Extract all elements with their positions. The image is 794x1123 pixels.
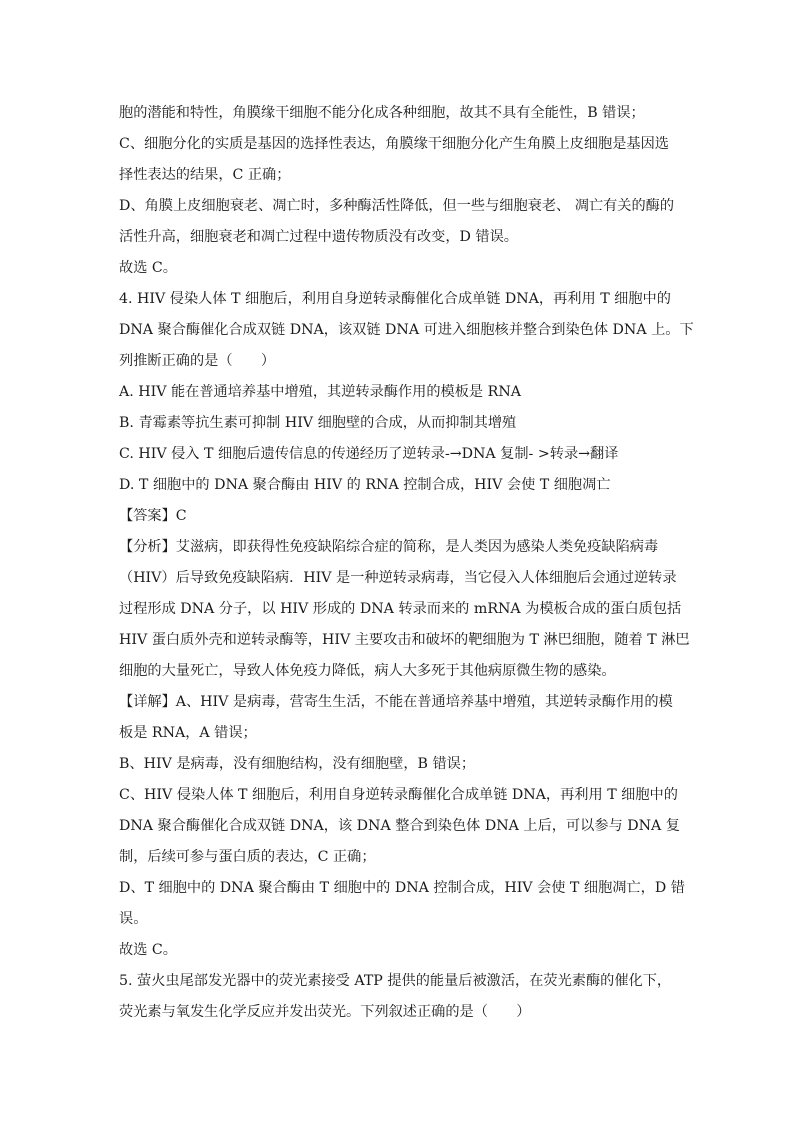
question-4-stem: 4. HIV 侵染人体 T 细胞后，利用自身逆转录酶催化合成单链 DNA，再利用 T 细胞中的 xyxy=(119,291,671,307)
analysis-line: 【分析】艾滋病，即获得性免疫缺陷综合症的简称，是人类因为感染人类免疫缺陷病毒 xyxy=(119,539,659,555)
detail-line: B、HIV 是病毒，没有细胞结构，没有细胞壁，B 错误； xyxy=(119,756,476,772)
analysis-line: 细胞的大量死亡，导致人体免疫力降低，病人大多死于其他病原微生物的感染。 xyxy=(119,663,616,679)
text-line: 故选 C。 xyxy=(119,260,177,276)
answer-line: 【答案】C xyxy=(119,508,187,524)
text-line: C、细胞分化的实质是基因的选择性表达，角膜缘干细胞分化产生角膜上皮细胞是基因选 xyxy=(119,136,669,152)
analysis-line: 过程形成 DNA 分子，以 HIV 形成的 DNA 转录而来的 mRNA 为模板合成的蛋白质包括 xyxy=(119,601,682,617)
detail-line: D、T 细胞中的 DNA 聚合酶由 T 细胞中的 DNA 控制合成，HIV 会使 T 细胞凋亡，D 错 xyxy=(119,880,685,896)
question-5-stem: 5. 萤火虫尾部发光器中的荧光素接受 ATP 提供的能量后被激活，在荧光素酶的催化下， xyxy=(119,973,672,989)
detail-line: 误。 xyxy=(119,911,148,927)
text-line: 胞的潜能和特性，角膜缘干细胞不能分化成各种细胞，故其不具有全能性，B 错误； xyxy=(119,105,645,121)
text-line: 活性升高，细胞衰老和凋亡过程中遗传物质没有改变，D 错误。 xyxy=(119,229,518,245)
analysis-line: HIV 蛋白质外壳和逆转录酶等，HIV 主要攻击和破坏的靶细胞为 T 淋巴细胞，随着 T 淋巴 xyxy=(119,632,690,648)
detail-line: DNA 聚合酶催化合成双链 DNA，该 DNA 整合到染色体 DNA 上后，可以参与 DNA 复 xyxy=(119,818,680,834)
analysis-line: （HIV）后导致免疫缺陷病．HIV 是一种逆转录病毒，当它侵入人体细胞后会通过逆转录 xyxy=(119,570,677,586)
option-b: B. 青霉素等抗生素可抑制 HIV 细胞壁的合成，从而抑制其增殖 xyxy=(119,415,517,431)
detail-line: C、HIV 侵染人体 T 细胞后，利用自身逆转录酶催化合成单链 DNA，再利用 T 细胞中的 xyxy=(119,787,678,803)
option-a: A. HIV 能在普通培养基中增殖，其逆转录酶作用的模板是 RNA xyxy=(119,384,521,400)
conclusion-line: 故选 C。 xyxy=(119,942,177,958)
document-page xyxy=(119,98,694,1028)
question-4-stem: DNA 聚合酶催化合成双链 DNA，该双链 DNA 可进入细胞核并整合到染色体 DNA 上。下 xyxy=(119,322,694,338)
option-c: C. HIV 侵入 T 细胞后遗传信息的传递经历了逆转录-→DNA 复制- >转录→翻译 xyxy=(119,446,619,462)
question-5-stem: 荧光素与氧发生化学反应并发出荧光。下列叙述正确的是（ ） xyxy=(119,1004,531,1020)
detail-line: 【详解】A、HIV 是病毒，营寄生生活，不能在普通培养基中增殖，其逆转录酶作用的模 xyxy=(119,694,673,710)
question-4-stem: 列推断正确的是（ ） xyxy=(119,353,276,369)
text-line: 择性表达的结果，C 正确； xyxy=(119,167,291,183)
detail-line: 板是 RNA，A 错误； xyxy=(119,725,257,741)
text-line: D、角膜上皮细胞衰老、凋亡时，多种酶活性降低，但一些与细胞衰老、 凋亡有关的酶的 xyxy=(119,198,675,214)
option-d: D. T 细胞中的 DNA 聚合酶由 HIV 的 RNA 控制合成，HIV 会使 T 细胞凋亡 xyxy=(119,477,611,493)
detail-line: 制，后续可参与蛋白质的表达，C 正确； xyxy=(119,849,376,865)
